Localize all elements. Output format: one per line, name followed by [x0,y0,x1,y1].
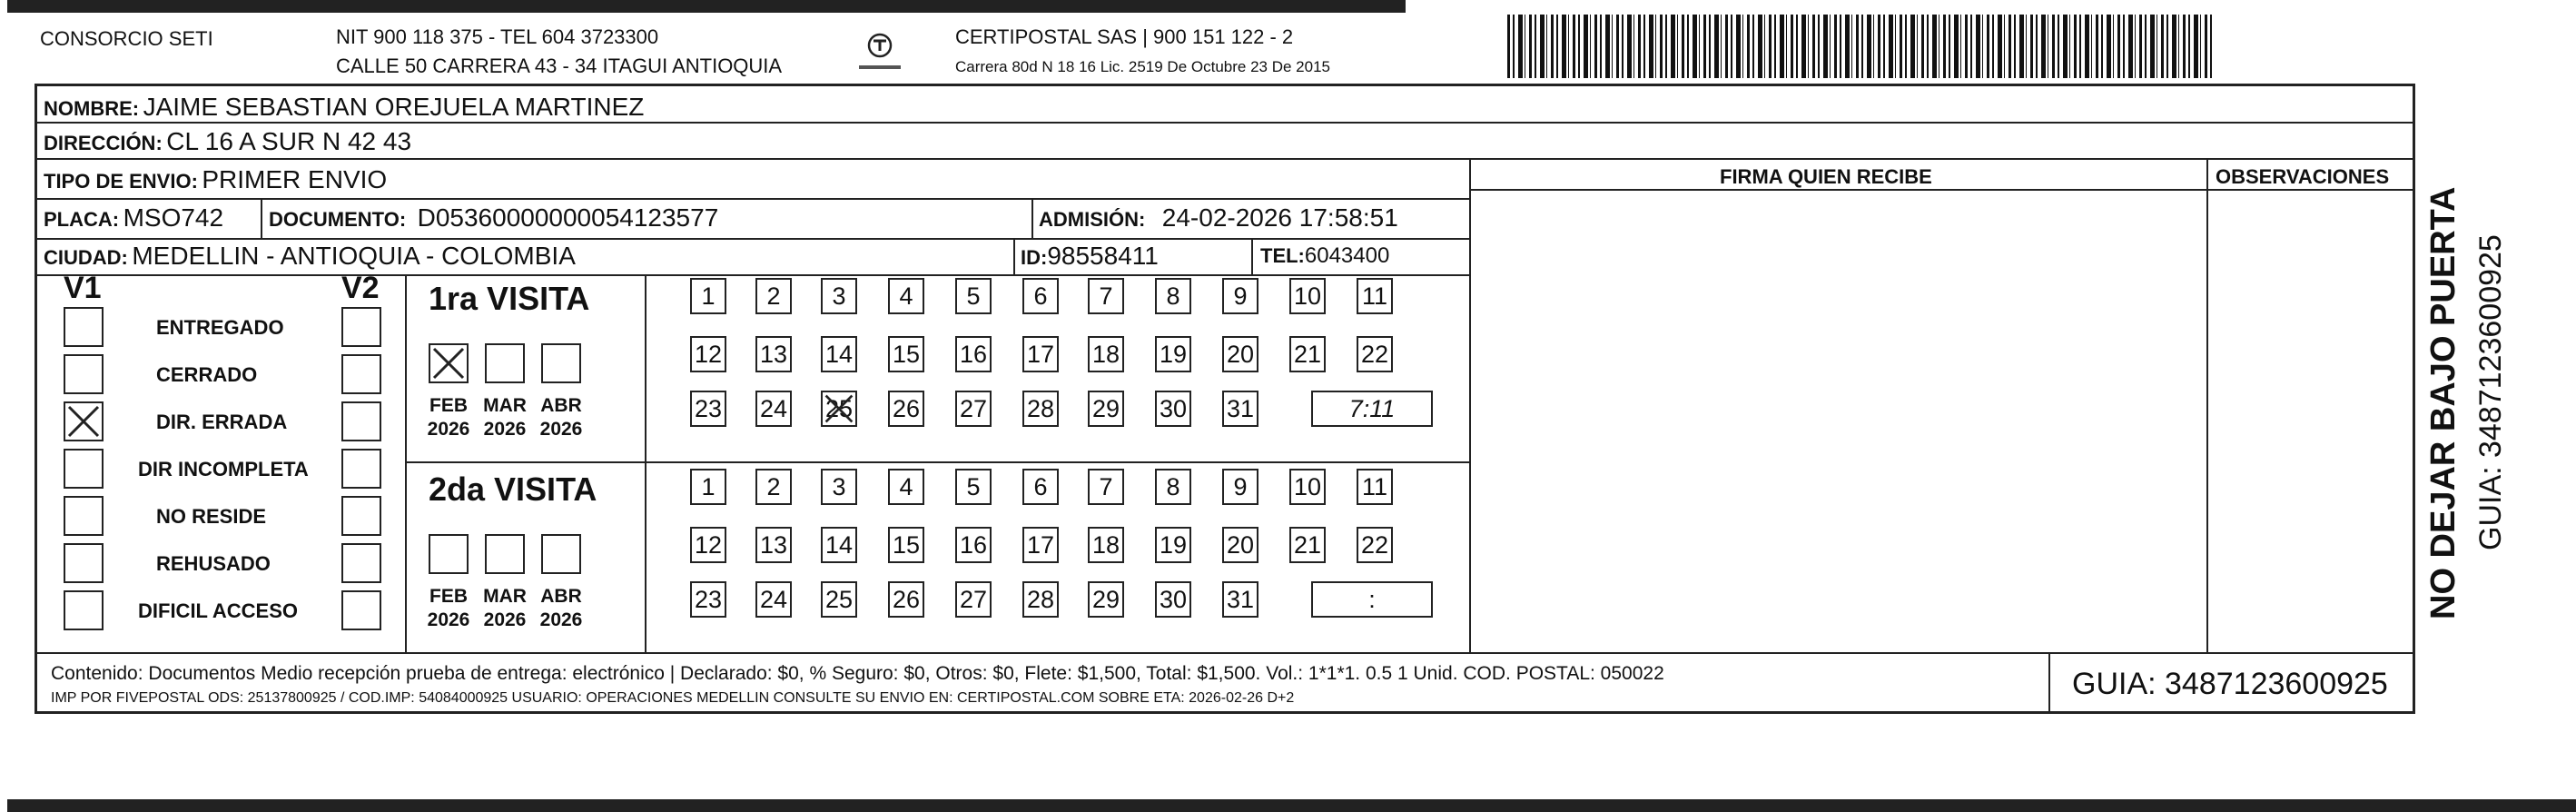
visita1-title: 1ra VISITA [429,280,590,317]
visita1-day-box[interactable]: 3 [821,278,857,314]
visita2-month-checkbox[interactable] [541,534,581,574]
admision-field [1039,203,1398,233]
v1-header: V1 [64,271,102,305]
visita1-day-box[interactable]: 7 [1088,278,1124,314]
visita1-day-box[interactable]: 1 [690,278,726,314]
visita2-day-box[interactable]: 19 [1155,527,1191,563]
visita1-month-label: MAR 2026 [483,395,527,440]
company-nit: NIT 900 118 375 - TEL 604 3723300 [336,25,659,48]
visita1-day-box[interactable]: 27 [955,391,992,427]
visita1-day-box[interactable]: 2 [755,278,792,314]
visita1-month-checkbox[interactable] [541,343,581,383]
visita2-day-box[interactable]: 11 [1357,469,1393,505]
visita2-day-box[interactable]: 17 [1022,527,1059,563]
visita2-day-box[interactable]: 23 [690,581,726,618]
id-label: ID: [1021,246,1048,269]
admision-value: 24-02-2026 17:58:51 [1161,203,1398,232]
visita1-day-box[interactable]: 4 [888,278,924,314]
company-name: CONSORCIO SETI [40,27,213,50]
visita1-day-box[interactable]: 17 [1022,336,1059,372]
status-label: DIFICIL ACCESO [138,599,299,622]
visita2-day-box[interactable]: 27 [955,581,992,618]
visita2-day-box[interactable]: 28 [1022,581,1059,618]
visita2-time-box[interactable]: : [1311,581,1433,618]
visita2-day-box[interactable]: 4 [888,469,924,505]
v1-checkbox[interactable] [64,543,104,583]
visita1-day-box[interactable]: 20 [1222,336,1258,372]
visita2-month-checkbox[interactable] [429,534,469,574]
v1-checkbox[interactable] [64,590,104,630]
visita1-day-box[interactable]: 30 [1155,391,1191,427]
visita1-day-box[interactable]: 16 [955,336,992,372]
visita2-day-box[interactable]: 26 [888,581,924,618]
visita1-month-label: FEB 2026 [427,395,470,440]
visita2-day-box[interactable]: 16 [955,527,992,563]
status-label: DIR. ERRADA [156,411,288,433]
visita1-month-label: ABR 2026 [539,395,583,440]
visita2-day-box[interactable]: 8 [1155,469,1191,505]
visita2-day-box[interactable]: 22 [1357,527,1393,563]
v2-checkbox[interactable] [341,496,381,536]
visita2-day-box[interactable]: 1 [690,469,726,505]
visita2-day-box[interactable]: 2 [755,469,792,505]
visita2-month-checkbox[interactable] [485,534,525,574]
visita1-day-box[interactable]: 19 [1155,336,1191,372]
documento-value: D05360000000054123577 [417,203,719,232]
carrier-name: CERTIPOSTAL SAS | 900 151 122 - 2 [955,25,1294,48]
firma-header: FIRMA QUIEN RECIBE [1720,165,1932,188]
visita1-month-checkbox[interactable] [429,343,469,383]
visita1-day-box[interactable]: 18 [1088,336,1124,372]
documento-label: DOCUMENTO: [269,208,407,231]
visita2-month-label: MAR 2026 [483,586,527,630]
v2-checkbox[interactable] [341,401,381,441]
status-label: DIR INCOMPLETA [138,458,309,480]
visita2-day-box[interactable]: 31 [1222,581,1258,618]
visita2-day-box[interactable]: 20 [1222,527,1258,563]
v1-checkbox[interactable] [64,449,104,489]
side-warning: NO DEJAR BAJO PUERTA [2424,186,2462,619]
visita1-day-box[interactable]: 14 [821,336,857,372]
visita1-day-box[interactable]: 29 [1088,391,1124,427]
visita1-day-box[interactable]: 12 [690,336,726,372]
visita1-day-box[interactable]: 6 [1022,278,1059,314]
footer-guia: GUIA: 3487123600925 [2072,667,2388,701]
visita2-day-box[interactable]: 25 [821,581,857,618]
visita2-month-label: FEB 2026 [427,586,470,630]
tipo-envio-label: TIPO DE ENVIO: [44,170,198,193]
visita2-day-box[interactable]: 24 [755,581,792,618]
certipostal-logo-icon [854,25,906,78]
status-label: REHUSADO [156,552,271,575]
nombre-label: NOMBRE: [44,97,140,120]
visita2-title: 2da VISITA [429,470,597,508]
visita1-day-box[interactable]: 5 [955,278,992,314]
status-label: CERRADO [156,363,258,386]
visita1-day-box[interactable]: 11 [1357,278,1393,314]
visita2-day-box[interactable]: 6 [1022,469,1059,505]
admision-label: ADMISIÓN: [1039,208,1146,231]
ciudad-value: MEDELLIN - ANTIOQUIA - COLOMBIA [132,242,576,270]
observaciones-area[interactable] [2210,193,2413,650]
placa-field [44,203,223,233]
v2-checkbox[interactable] [341,543,381,583]
visita2-month-label: ABR 2026 [539,586,583,630]
v1-checkbox[interactable] [64,354,104,394]
visita1-day-box[interactable]: 31 [1222,391,1258,427]
visita1-day-box[interactable]: 23 [690,391,726,427]
direccion-label: DIRECCIÓN: [44,132,163,154]
visita1-month-checkbox[interactable] [485,343,525,383]
visita1-day-box[interactable]: 24 [755,391,792,427]
visita2-day-box[interactable]: 7 [1088,469,1124,505]
visita2-day-box[interactable]: 9 [1222,469,1258,505]
v2-checkbox[interactable] [341,449,381,489]
tel-label: TEL: [1260,244,1305,267]
tipo-envio-field [44,165,387,194]
visita1-time-box[interactable]: 7:11 [1311,391,1433,427]
status-label: ENTREGADO [156,316,284,339]
tel-field [1260,243,1389,269]
v1-checkbox[interactable] [64,401,104,441]
visita2-day-box[interactable]: 14 [821,527,857,563]
direccion-value: CL 16 A SUR N 42 43 [166,127,412,155]
barcode [1507,15,2214,78]
scan-border-bottom [7,799,2576,812]
visita2-day-box[interactable]: 3 [821,469,857,505]
visita1-day-box[interactable]: 8 [1155,278,1191,314]
side-guia: GUIA: 3487123600925 [2473,234,2508,550]
scan-border-top [7,0,1406,13]
visita1-day-box[interactable]: 26 [888,391,924,427]
v1-checkbox[interactable] [64,496,104,536]
visita2-day-box[interactable]: 30 [1155,581,1191,618]
direccion-field [44,127,411,156]
visita2-day-box[interactable]: 12 [690,527,726,563]
documento-field [269,203,718,233]
v2-checkbox[interactable] [341,307,381,347]
visita2-day-box[interactable]: 18 [1088,527,1124,563]
placa-value: MSO742 [123,203,224,232]
visita1-day-box[interactable]: 25 [821,391,857,427]
v2-checkbox[interactable] [341,354,381,394]
placa-label: PLACA: [44,208,120,231]
firma-area[interactable] [1473,193,2205,650]
status-label: NO RESIDE [156,505,267,528]
visita1-day-box[interactable]: 22 [1357,336,1393,372]
visita1-day-box[interactable]: 9 [1222,278,1258,314]
carrier-address: Carrera 80d N 18 16 Lic. 2519 De Octubre 23 De 2015 [955,58,1330,75]
v2-header: V2 [341,271,380,305]
v1-checkbox[interactable] [64,307,104,347]
ciudad-label: CIUDAD: [44,246,128,269]
visita2-day-box[interactable]: 29 [1088,581,1124,618]
visita1-day-box[interactable]: 13 [755,336,792,372]
visita1-day-box[interactable]: 10 [1289,278,1326,314]
observaciones-header: OBSERVACIONES [2216,165,2390,188]
v2-checkbox[interactable] [341,590,381,630]
company-address: CALLE 50 CARRERA 43 - 34 ITAGUI ANTIOQUIA [336,54,783,77]
visita2-day-box[interactable]: 10 [1289,469,1326,505]
visita1-day-box[interactable]: 28 [1022,391,1059,427]
nombre-value: JAIME SEBASTIAN OREJUELA MARTINEZ [143,93,645,121]
visita2-day-box[interactable]: 21 [1289,527,1326,563]
footer-imp: IMP POR FIVEPOSTAL ODS: 25137800925 / COD.IMP: 54084000925 USUARIO: OPERACIONES MEDELLIN CONSULTE SU ENVIO EN: CERTIPOSTAL.COM SOBRE ETA: 2026-02-26 D+2 [51,690,1295,706]
id-value: 98558411 [1047,242,1159,270]
visita2-day-box[interactable]: 15 [888,527,924,563]
visita1-day-box[interactable]: 15 [888,336,924,372]
id-field [1021,242,1159,271]
footer-contenido: Contenido: Documentos Medio recepción prueba de entrega: electrónico | Declarado: $0, % Seguro: $0, Otros: $0, Flete: $1,500, Total: $1,500. Vol.: 1*1*1. 0.5 1 Unid. COD. POSTAL: 050022 [51,663,1664,684]
tipo-envio-value: PRIMER ENVIO [202,165,388,193]
tel-value: 6043400 [1304,243,1390,268]
nombre-field [44,93,644,122]
visita2-day-box[interactable]: 13 [755,527,792,563]
ciudad-field [44,242,576,271]
visita1-day-box[interactable]: 21 [1289,336,1326,372]
visita2-day-box[interactable]: 5 [955,469,992,505]
